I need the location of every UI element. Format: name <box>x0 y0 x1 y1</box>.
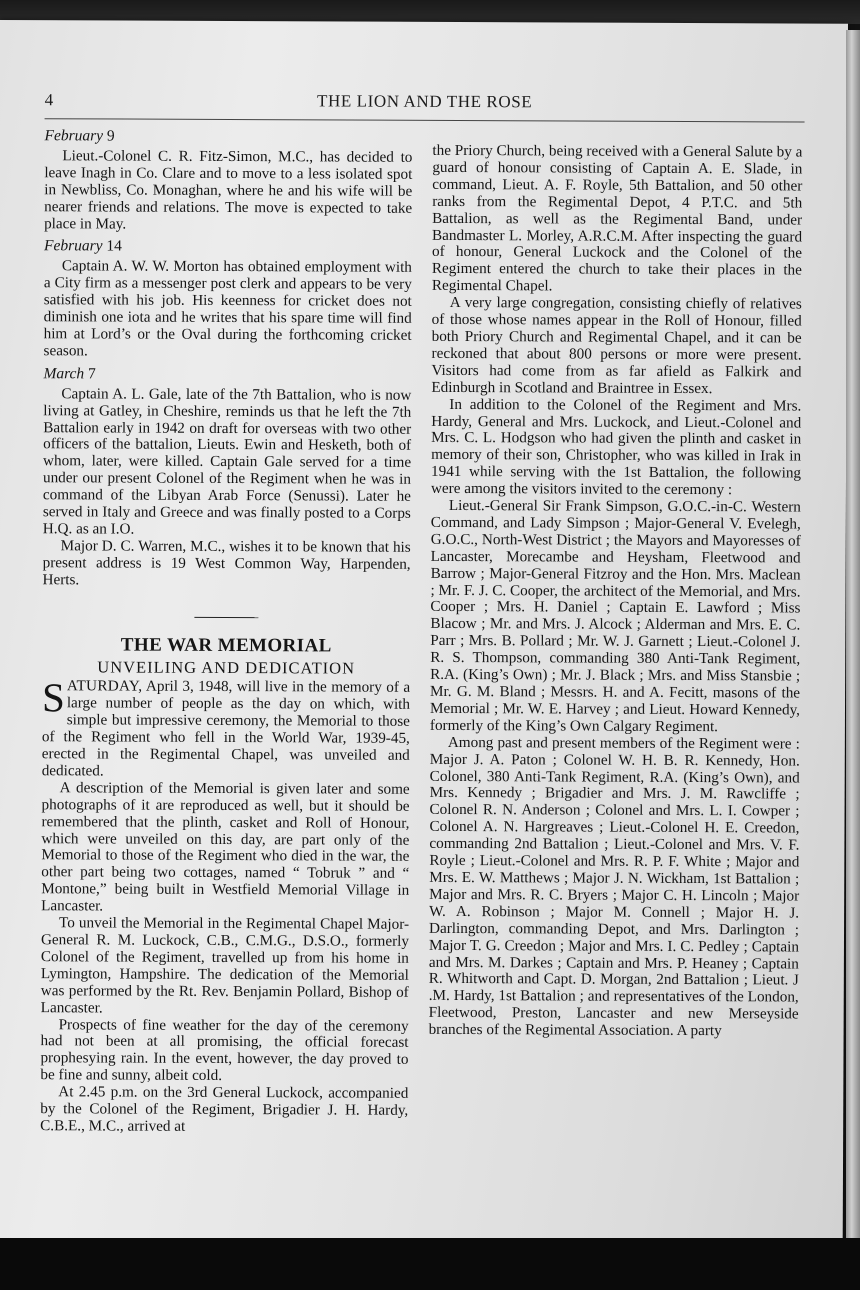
section-divider <box>194 616 258 617</box>
dated-entry <box>43 366 412 590</box>
article-title: THE WAR MEMORIAL <box>120 634 332 657</box>
entry-date: February 9 <box>44 127 115 145</box>
drop-cap: S <box>41 674 65 721</box>
left-column <box>40 128 412 1136</box>
entry-paragraph: Captain A. W. W. Morton has obtained employment with a City firm as a messenger post clerk and appears to be very satisfied with his job. His keenness for cricket does not diminish one iota and he writes that his spare time will find him at Lord’s or the Oval during the forthcoming cricket season. <box>43 257 412 360</box>
entry-paragraph: Major D. C. Warren, M.C., wishes it to be known that his present address is 19 West Common Way, Harpenden, Herts. <box>42 537 411 589</box>
article-paragraph: Prospects of fine weather for the day of the ceremony had not been at all promising, the official forecast prophesying rain. In the event, however, the day proved to be fine and sunny, albeit cold. <box>40 1015 409 1085</box>
entry-date: February 14 <box>43 237 122 255</box>
article-paragraph: To unveil the Memorial in the Regimental Chapel Major-General R. M. Luckock, C.B., C.M.G., D.S.O., formerly Colonel of the Regiment, travelled up from his home in Lymington, Hampshire. The dedication of the Memorial was performed by the Rt. Rev. Benjamin Pollard, Bishop of Lancaster. <box>40 914 410 1017</box>
article-lead-paragraph: SATURDAY, April 3, 1948, will live in the memory of a large number of people as the day on which, with simple but impressive ceremony, the Memorial to those of the Regiment who fell in the World War, 1939-45, erected in the Regimental Chapel, was unveiled and dedicated. <box>41 674 411 780</box>
war-memorial-article <box>40 634 411 1137</box>
members-list-paragraph: Among past and present members of the Regiment were : Major J. A. Paton ; Colonel W. H. B. R. Kennedy, Hon. Colonel, 380 Anti-Tank Regiment, R.A. (King’s Own), and Mrs. Kennedy ; Brigadier and Mrs. J. M. Rawcliffe ; Colonel R. N. Anderson ; Colonel and Mrs. L. I. Cowper ; Colonel A. N. Hargreaves ; Lieut.-Colonel H. E. Creedon, commanding 2nd Battalion ; Lieut.-Colonel and Mrs. V. F. Royle ; Lieut.-Colonel and Mrs. R. P. F. White ; Major and Mrs. E. W. Matthews ; Major J. N. Wickham, 1st Battalion ; Major and Mrs. R. C. Bryers ; Major C. H. Lincoln ; Major W. A. Robinson ; Major M. Connell ; Major H. J. Darlington, commanding Depot, and Mrs. Darlington ; Major T. G. Creedon ; Major and Mrs. I. C. Pedley ; Captain and Mrs. M. Darkes ; Captain and Mrs. P. Heaney ; Captain R. Whitworth and Capt. D. Morgan, 2nd Battalion ; Lieut. J .M. Hardy, 1st Battalion ; and representatives of the London, Fleetwood, Preston, Lancaster and new Merseyside branches of the Regimental Association. A party <box>428 733 800 1040</box>
article-paragraph: A description of the Memorial is given later and some photographs of it are reproduced as well, but it should be remembered that the plinth, casket and Roll of Honour, which were unveiled on this day, are part only of the Memorial to those of the Regiment who died in the war, the other part being two cottages, named “ Tobruk ” and “ Montone,” being built in Westfield Memorial Village in Lancaster. <box>41 779 410 915</box>
journal-title: THE LION AND THE ROSE <box>316 91 533 112</box>
scan-backdrop-bottom <box>0 1238 860 1290</box>
right-column <box>429 143 803 1041</box>
article-subtitle: UNVEILING AND DEDICATION <box>97 657 356 679</box>
running-header <box>45 88 805 122</box>
page-number: 4 <box>44 90 54 110</box>
article-paragraph: At 2.45 p.m. on the 3rd General Luckock, accompanied by the Colonel of the Regiment, Brigadier J. H. Hardy, C.B.E., M.C., arrived at <box>40 1083 409 1135</box>
lead-caps: ATURDAY, <box>66 677 143 696</box>
adjacent-page-edge <box>846 30 860 1245</box>
guest-list-paragraph: Lieut.-General Sir Frank Simpson, G.O.C.-in-C. Western Command, and Lady Simpson ; Major-General V. Evelegh, G.O.C., North-West District ; the Mayors and Mayoresses of Lancaster, Morecambe and Heysham, Fleetwood and Barrow ; Major-General Fitzroy and the Hon. Mrs. Maclean ; Mr. F. J. C. Cooper, the architect of the Memorial, and Mrs. Cooper ; Mrs. H. Daniel ; Captain E. Lawford ; Miss Blacow ; Mr. and Mrs. J. Alcock ; Alderman and Mrs. E. C. Parr ; Mrs. B. Pollard ; Mr. W. J. Garnett ; Lieut.-Colonel J. R. S. Thompson, commanding 380 Anti-Tank Regiment, R.A. (King’s Own) ; Mr. J. Black ; Mrs. and Miss Stansbie ; Mr. G. M. Bland ; Messrs. H. and A. Fecitt, masons of the Memorial ; Mr. W. E. Harvey ; and Lieut. Howard Kennedy, formerly of the King’s Own Calgary Regiment. <box>429 496 801 735</box>
article-paragraph: A very large congregation, consisting chiefly of relatives of those whose names appear in the Roll of Honour, filled both Priory Church and Regimental Chapel, and it can be reckoned that about 800 persons or more were present. Visitors had come from as far afield as Falkirk and Edinburgh in Scotland and Braintree in Essex. <box>431 294 802 397</box>
entry-date: March 7 <box>43 364 96 383</box>
entry-paragraph: Captain A. L. Gale, late of the 7th Battalion, who is now living at Gatley, in Cheshire, reminds us that he left the 7th Battalion early in 1942 on draft for overseas with two other officers of the battalion, Lieuts. Ewin and Hesketh, both of whom, later, were killed. Captain Gale served for a time under our present Colonel of the Regiment when he was in command of the Libyan Arab Force (Senussi). Later he served in Italy and Greece and was finally posted to a Corps H.Q. as an I.O. <box>42 384 412 538</box>
dated-entry <box>44 128 412 234</box>
entry-paragraph: Lieut.-Colonel C. R. Fitz-Simon, M.C., has decided to leave Inagh in Co. Clare and to move to a less isolated spot in Newbliss, Co. Monaghan, where he and his wife will be nearer friends and relations. The move is expected to take place in May. <box>44 147 413 233</box>
dated-entry <box>44 239 413 362</box>
magazine-page <box>0 20 848 1244</box>
article-continuation: the Priory Church, being received with a General Salute by a guard of honour consisting of Captain A. E. Slade, in command, Lieut. A. F. Royle, 5th Battalion, and 50 other ranks from the Regimental Depot, 4 P.T.C. and 5th Battalion, as well as the Regimental Band, under Bandmaster L. Morley, A.R.C.M. After inspecting the guard of honour, General Luckock and the Colonel of the Regiment entered the church to take their places in the Regimental Chapel. <box>431 141 803 295</box>
article-paragraph: In addition to the Colonel of the Regiment and Mrs. Hardy, General and Mrs. Luckock, and Lieut.-Colonel and Mrs. C. L. Hodgson who had given the plinth and casket in memory of their son, Christopher, who was killed in Irak in 1941 while serving with the 1st Battalion, the following were among the visitors invited to the ceremony : <box>430 395 802 499</box>
